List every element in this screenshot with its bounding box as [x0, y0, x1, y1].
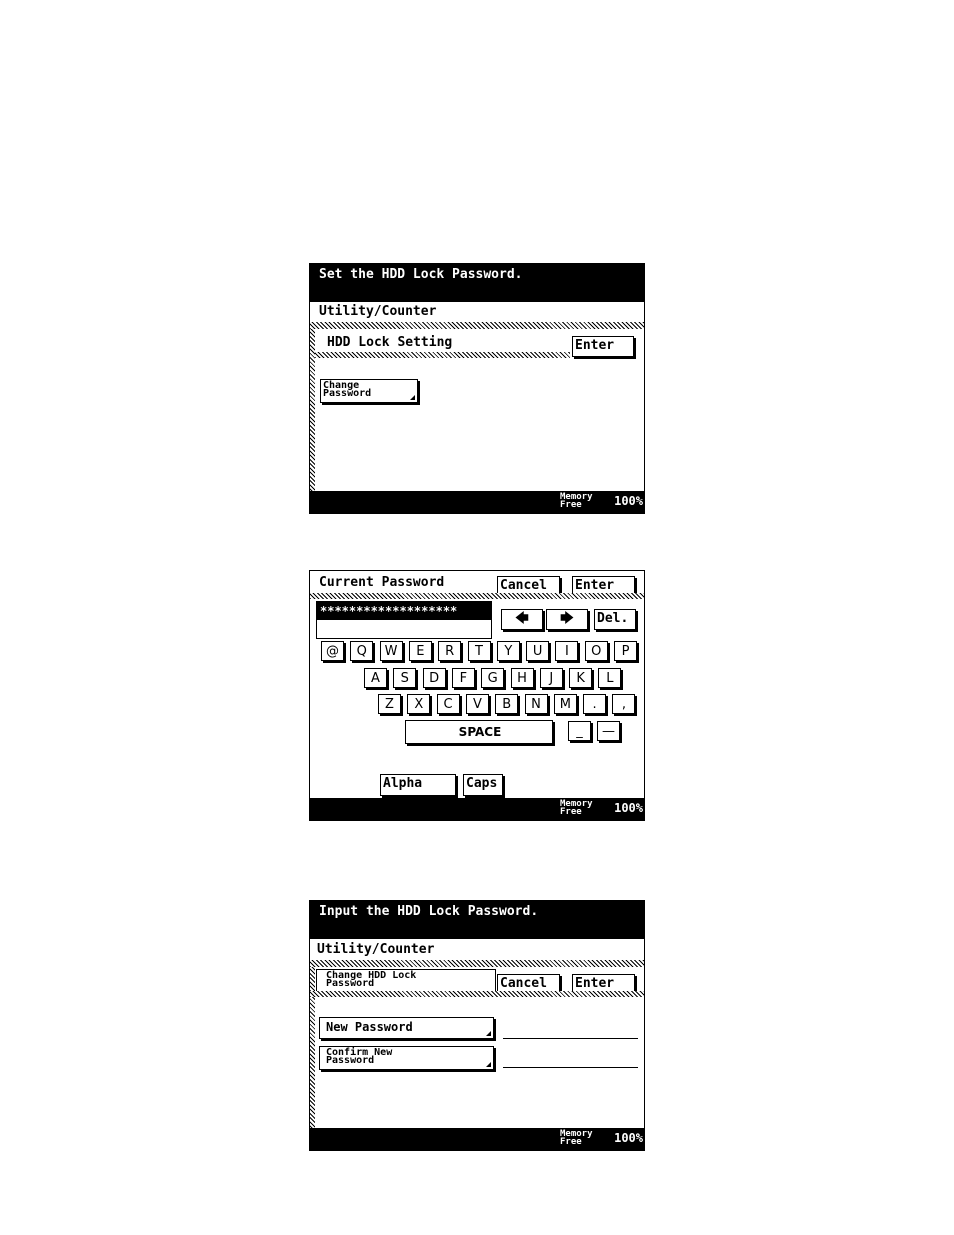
section-title-line-2: Password [326, 978, 375, 989]
confirm-new-password-button[interactable] [319, 1046, 494, 1070]
memory-free-value: 100% [614, 801, 643, 815]
key-period[interactable]: . [583, 694, 606, 714]
key-r[interactable]: R [438, 641, 461, 661]
memory-free-value: 100% [614, 494, 643, 508]
key-v[interactable]: V [466, 694, 489, 714]
key-j[interactable]: J [540, 668, 563, 688]
status-footer [310, 1128, 644, 1150]
delete-button[interactable]: Del. [594, 609, 636, 630]
section-title [316, 969, 496, 993]
hatch-divider [310, 991, 644, 997]
memory-label-2: Free [560, 500, 582, 510]
key-h[interactable]: H [511, 668, 534, 688]
new-password-button[interactable]: New Password [319, 1017, 494, 1039]
message-bar: Set the HDD Lock Password. [310, 264, 644, 302]
key-w[interactable]: W [380, 641, 403, 661]
password-field[interactable] [316, 601, 492, 639]
cancel-button[interactable]: Cancel [497, 974, 560, 995]
breadcrumb: Utility/Counter [317, 942, 435, 957]
dash-key[interactable]: — [597, 721, 620, 741]
hdd-lock-setting-screen [309, 263, 645, 514]
key-s[interactable]: S [393, 668, 416, 688]
confirm-password-label-2: Password [326, 1055, 375, 1066]
key-e[interactable]: E [409, 641, 432, 661]
underscore-key[interactable]: _ [568, 721, 591, 741]
hatch-divider [310, 322, 644, 329]
right-arrow-icon: 🡆 [560, 611, 574, 626]
change-password-button[interactable] [320, 379, 418, 403]
key-l[interactable]: L [598, 668, 621, 688]
enter-button[interactable]: Enter [572, 336, 634, 357]
enter-button[interactable]: Enter [572, 974, 635, 995]
key-f[interactable]: F [452, 668, 475, 688]
section-title: HDD Lock Setting [327, 335, 453, 350]
hatch-divider [310, 593, 644, 599]
status-footer [310, 798, 644, 820]
memory-label-2: Free [560, 807, 582, 817]
key-z[interactable]: Z [378, 694, 401, 714]
space-key[interactable]: SPACE [405, 720, 553, 744]
cancel-button[interactable]: Cancel [497, 576, 560, 597]
confirm-password-label-1: Confirm New [326, 1047, 393, 1058]
key-t[interactable]: T [468, 641, 491, 661]
enter-button[interactable]: Enter [572, 576, 635, 597]
hatch-divider [310, 960, 644, 967]
caps-button[interactable]: Caps [463, 774, 503, 796]
new-password-field[interactable] [503, 1038, 638, 1039]
hatch-divider [315, 352, 570, 358]
change-hdd-lock-password-screen [309, 900, 645, 1151]
memory-label-1: Memory [560, 492, 593, 502]
memory-free-value: 100% [614, 1131, 643, 1145]
memory-label-2: Free [560, 1137, 582, 1147]
key-o[interactable]: O [585, 641, 608, 661]
key-x[interactable]: X [407, 694, 430, 714]
change-password-label-1: Change [323, 380, 360, 391]
key-i[interactable]: I [555, 641, 578, 661]
section-title-line-1: Change HDD Lock [326, 970, 417, 981]
key-b[interactable]: B [495, 694, 518, 714]
password-value: ******************* [317, 602, 491, 620]
key-comma[interactable]: , [612, 694, 635, 714]
key-d[interactable]: D [423, 668, 446, 688]
left-arrow-icon: 🡄 [515, 611, 529, 626]
memory-label-1: Memory [560, 799, 593, 809]
current-password-screen [309, 570, 645, 821]
confirm-password-field[interactable] [503, 1067, 638, 1068]
cursor-right-button[interactable] [546, 609, 588, 630]
key-a[interactable]: A [364, 668, 387, 688]
memory-label-1: Memory [560, 1129, 593, 1139]
key-u[interactable]: U [526, 641, 549, 661]
cursor-left-button[interactable] [501, 609, 543, 630]
key-k[interactable]: K [569, 668, 592, 688]
key-y[interactable]: Y [497, 641, 520, 661]
message-bar: Input the HDD Lock Password. [310, 901, 644, 939]
key-q[interactable]: Q [350, 641, 373, 661]
key-p[interactable]: P [614, 641, 637, 661]
key-c[interactable]: C [437, 694, 460, 714]
key-at[interactable]: @ [321, 641, 344, 661]
memory-free-label [560, 493, 608, 509]
screen-title: Current Password [319, 575, 445, 590]
key-n[interactable]: N [525, 694, 548, 714]
memory-free-label [560, 800, 608, 816]
memory-free-label [560, 1130, 608, 1146]
status-footer [310, 491, 644, 513]
alpha-button[interactable]: Alpha [380, 774, 456, 796]
change-password-label-2: Password [323, 388, 372, 399]
key-g[interactable]: G [481, 668, 504, 688]
key-m[interactable]: M [554, 694, 577, 714]
breadcrumb: Utility/Counter [319, 304, 437, 319]
